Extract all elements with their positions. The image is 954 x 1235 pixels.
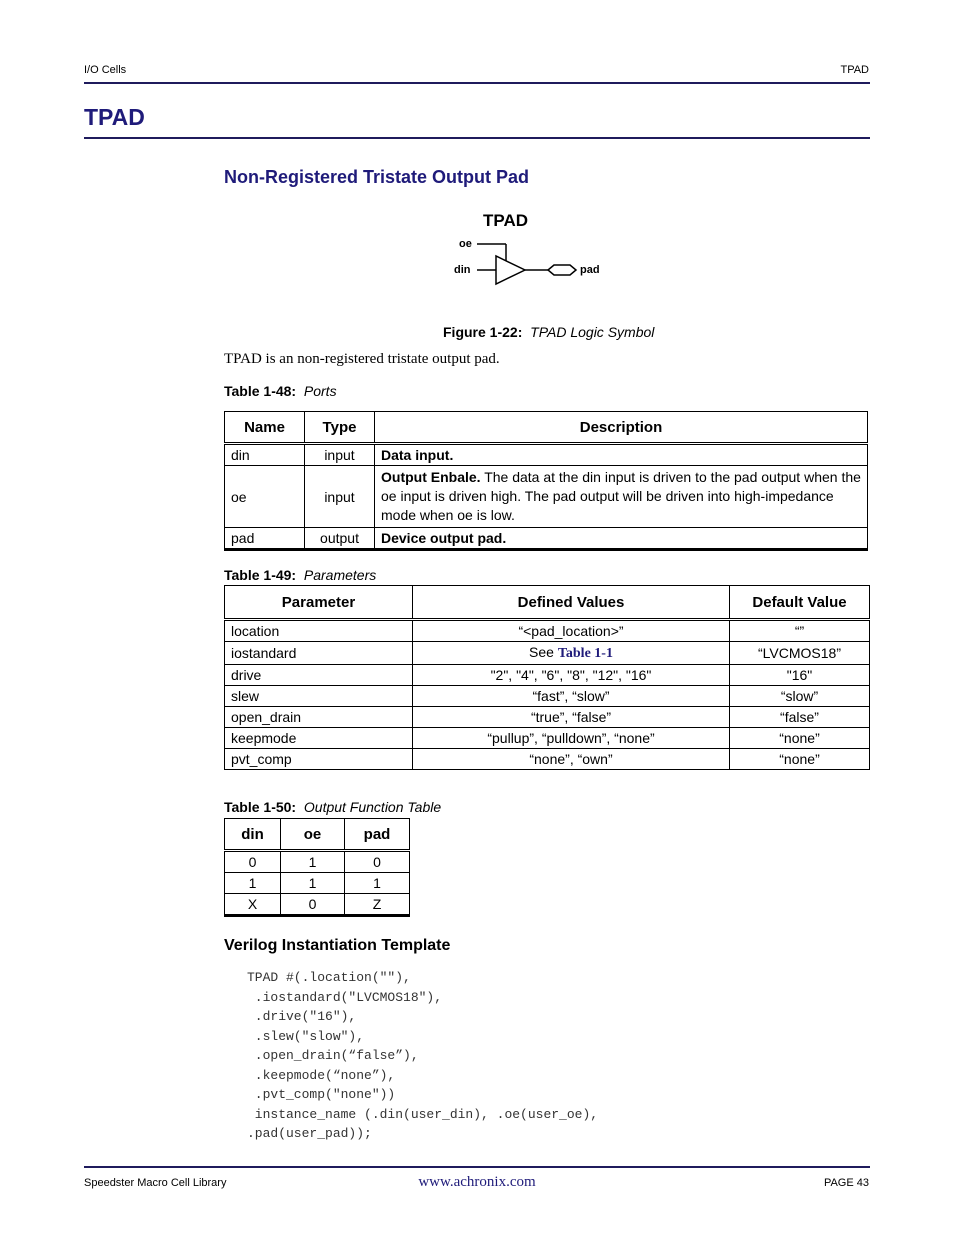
function-pad: Z [345, 894, 410, 916]
ports-row-oe [225, 466, 868, 528]
function-oe: 1 [281, 873, 345, 894]
param-name: open_drain [225, 707, 413, 728]
ports-row-pad [225, 528, 868, 550]
param-name: drive [225, 665, 413, 686]
intro-text: TPAD is an non-registered tristate output pad. [224, 351, 500, 367]
port-description-bold: Device output pad. [381, 530, 507, 546]
param-default: “none” [730, 728, 870, 749]
ports-table-caption [224, 383, 337, 399]
ports-table-caption-label: Table 1-48: [224, 383, 297, 399]
port-description [375, 466, 868, 528]
port-description-bold: Output Enbale. [381, 469, 481, 485]
param-name: location [225, 620, 413, 642]
symbol-pin-oe: oe [459, 238, 472, 250]
table-1-1-link[interactable]: Table 1-1 [557, 646, 613, 661]
function-row [225, 894, 410, 916]
function-header-oe: oe [281, 819, 345, 851]
port-name: oe [225, 466, 305, 528]
function-table [224, 818, 410, 917]
params-table-caption-label: Table 1-49: [224, 567, 297, 583]
param-default: “LVCMOS18” [730, 642, 870, 665]
verilog-code-block: TPAD #(.location(""), .iostandard("LVCMOS18"), .drive("16"), .slew("slow"), .open_drain(“false”), .keepmode(“none”), .pvt_comp("none")) instance_name (.din(user_din), .oe(user_oe), .pad(user_pad)); [247, 970, 599, 1141]
footer-website-link[interactable]: www.achronix.com [418, 1174, 536, 1190]
param-default: “none” [730, 749, 870, 770]
footer-page-number: PAGE 43 [823, 1177, 869, 1189]
section-title: Non-Registered Tristate Output Pad [224, 167, 530, 187]
symbol-pin-pad: pad [580, 264, 600, 276]
param-default: "16" [730, 665, 870, 686]
port-type: input [305, 466, 375, 528]
ports-header-name: Name [225, 412, 305, 444]
function-table-header-row [225, 819, 410, 851]
function-din: 1 [225, 873, 281, 894]
function-table-caption-label: Table 1-50: [224, 799, 297, 815]
ports-table-header-row [225, 412, 868, 444]
header-right: TPAD [840, 64, 869, 76]
ports-table-caption-text: Ports [303, 383, 337, 399]
title-rule [84, 137, 870, 139]
function-row [225, 851, 410, 873]
params-header-values: Defined Values [413, 586, 730, 620]
function-pad: 1 [345, 873, 410, 894]
ports-row-din [225, 444, 868, 466]
port-description [375, 444, 868, 466]
params-row [225, 707, 870, 728]
symbol-pin-din: din [454, 264, 471, 276]
port-type: input [305, 444, 375, 466]
params-row [225, 686, 870, 707]
port-name: pad [225, 528, 305, 550]
function-oe: 0 [281, 894, 345, 916]
params-row [225, 749, 870, 770]
param-name: iostandard [225, 642, 413, 665]
ports-table [224, 411, 868, 551]
function-din: X [225, 894, 281, 916]
param-values-prefix: See [529, 644, 558, 660]
function-table-caption-text: Output Function Table [303, 799, 442, 815]
port-description-bold: Data input. [381, 447, 454, 463]
port-name: din [225, 444, 305, 466]
header-left: I/O Cells [84, 64, 127, 76]
function-oe: 1 [281, 851, 345, 873]
param-values [413, 642, 730, 665]
param-name: slew [225, 686, 413, 707]
param-default: “false” [730, 707, 870, 728]
footer-rule [84, 1166, 870, 1168]
params-table-caption-text: Parameters [303, 567, 377, 583]
param-default: “slow” [730, 686, 870, 707]
param-values: "2", "4", "6", "8", "12", "16" [413, 665, 730, 686]
function-table-caption [224, 799, 441, 815]
param-values: “true”, “false” [413, 707, 730, 728]
function-row [225, 873, 410, 894]
params-row [225, 728, 870, 749]
param-name: keepmode [225, 728, 413, 749]
params-row [225, 665, 870, 686]
param-values: “pullup”, “pulldown”, “none” [413, 728, 730, 749]
params-table-caption [224, 567, 376, 583]
figure-caption-text: TPAD Logic Symbol [530, 324, 655, 340]
param-values: “<pad_location>” [413, 620, 730, 642]
function-pad: 0 [345, 851, 410, 873]
params-table [224, 585, 870, 770]
param-values: “none”, “own” [413, 749, 730, 770]
function-header-din: din [225, 819, 281, 851]
figure-caption-label: Figure 1-22: [443, 324, 523, 340]
header-rule [84, 82, 870, 84]
param-values: “fast”, “slow” [413, 686, 730, 707]
tpad-logic-symbol [440, 205, 620, 295]
symbol-name: TPAD [483, 211, 529, 230]
footer-left: Speedster Macro Cell Library [84, 1177, 227, 1189]
param-default: “” [730, 620, 870, 642]
verilog-heading: Verilog Instantiation Template [224, 937, 451, 954]
params-header-parameter: Parameter [225, 586, 413, 620]
ports-header-type: Type [305, 412, 375, 444]
function-din: 0 [225, 851, 281, 873]
ports-header-description: Description [375, 412, 868, 444]
function-header-pad: pad [345, 819, 410, 851]
page-title: TPAD [84, 104, 145, 130]
params-table-header-row [225, 586, 870, 620]
port-description-text: The data at the din input is driven to the pad output when the oe input is driven high. The pad output will be driven into high-impedance mode when oe is low. [381, 469, 861, 523]
port-description [375, 528, 868, 550]
param-name: pvt_comp [225, 749, 413, 770]
params-header-default: Default Value [730, 586, 870, 620]
params-row [225, 642, 870, 665]
port-type: output [305, 528, 375, 550]
figure-caption [443, 324, 654, 340]
params-row [225, 620, 870, 642]
